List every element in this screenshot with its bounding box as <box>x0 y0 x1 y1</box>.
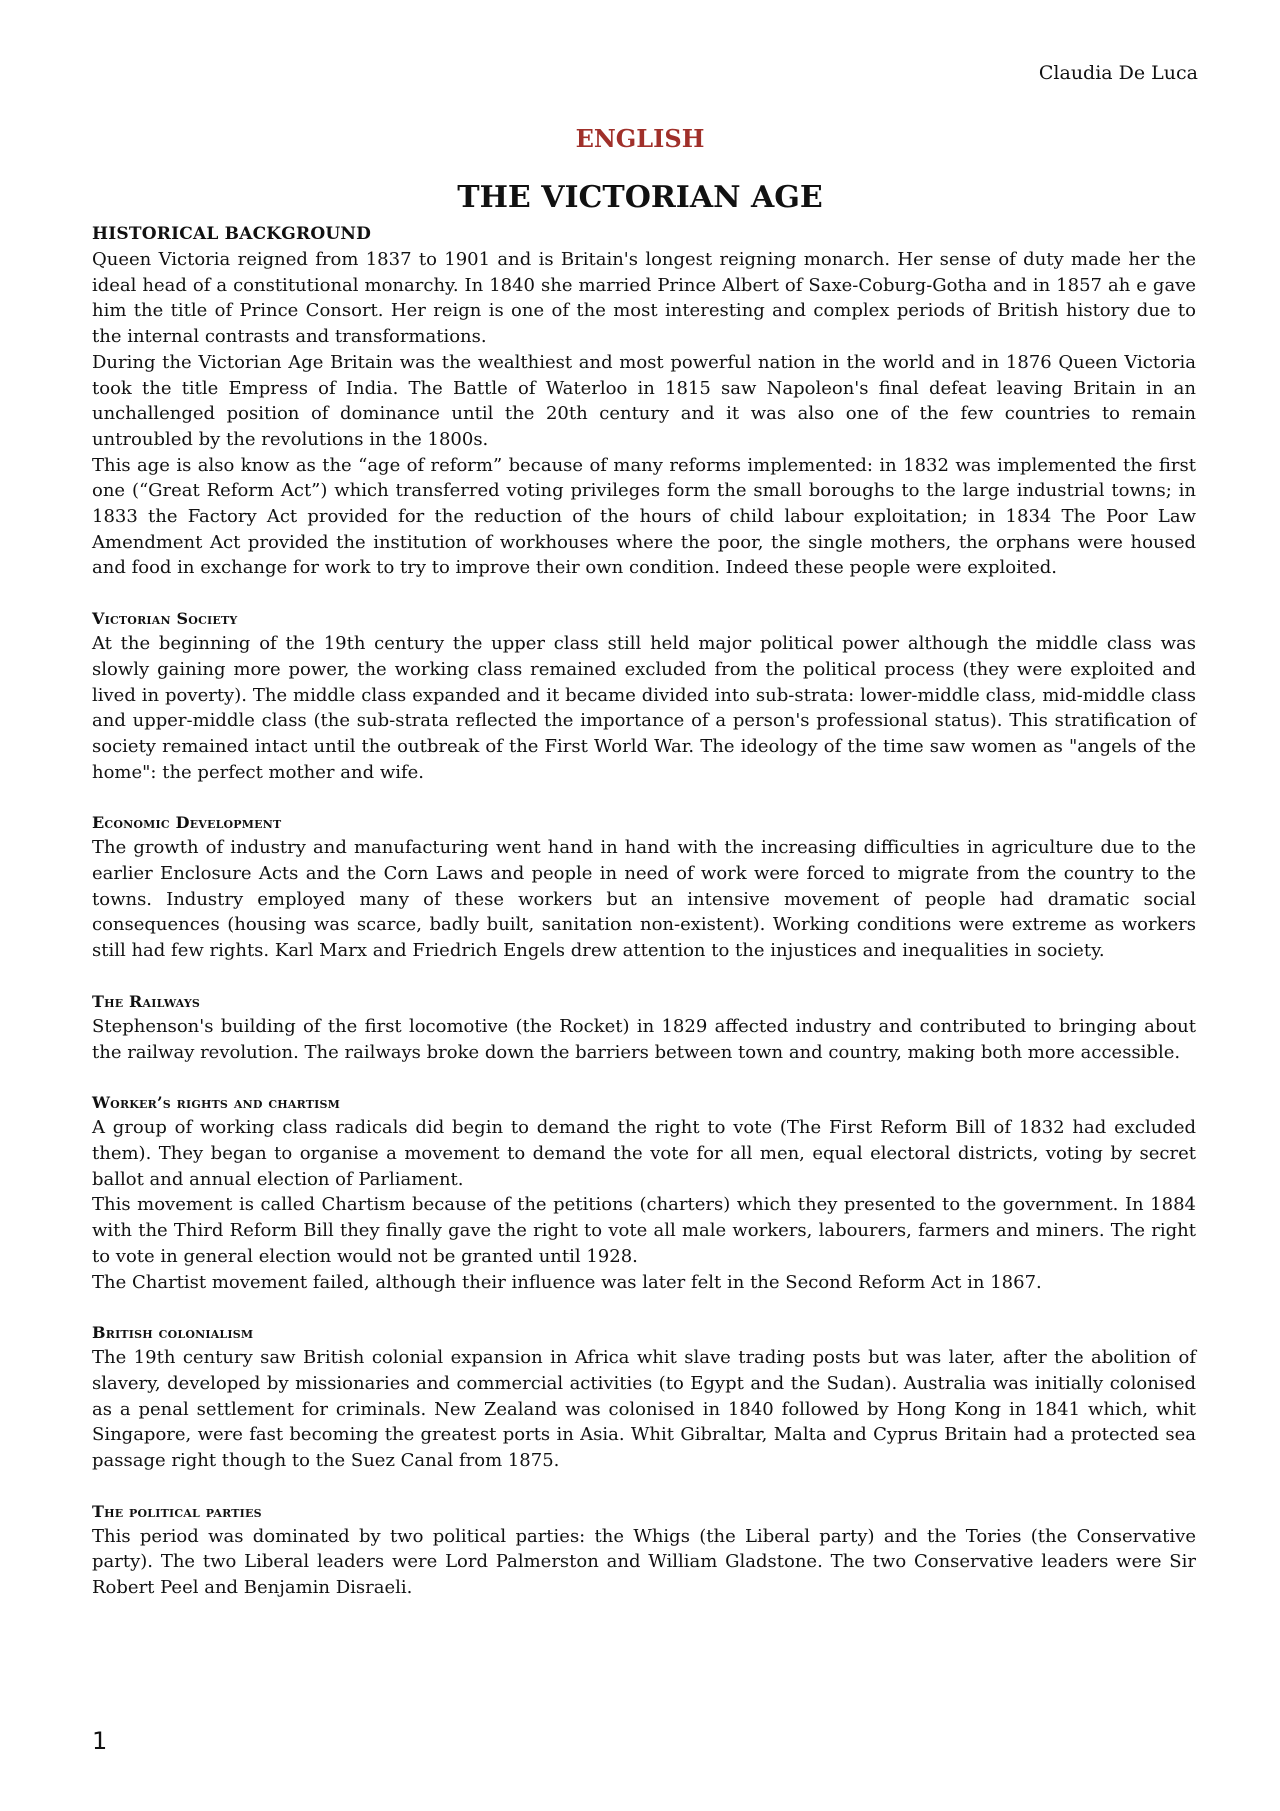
paragraph: The 19th century saw British colonial expansion in Africa whit slave trading posts but was later, after the abolition of slavery, developed by missionaries and commercial activities (to Egypt and the Sudan). Australia was initially colonised as a penal settlement for criminals. New Zealand was colonised in 1840 followed by Hong Kong in 1841 which, whit Singapore, were fast becoming the greatest ports in Asia. Whit Gibraltar, Malta and Cyprus Britain had a protected sea passage right though to the Suez Canal from 1875. <box>92 1347 1196 1472</box>
paragraph: This period was dominated by two political parties: the Whigs (the Liberal party) and the Tories (the Conservative party). The two Liberal leaders were Lord Palmerston and William Gladstone. The two Conservative leaders were Sir Robert Peel and Benjamin Disraeli. <box>92 1525 1196 1599</box>
section-victorian-society <box>92 606 1196 785</box>
paragraph: Stephenson's building of the first locomotive (the Rocket) in 1829 affected industry and contributed to bringing about the railway revolution. The railways broke down the barriers between town and country, making both more accessible. <box>92 1015 1196 1063</box>
paragraph: This movement is called Chartism because of the petitions (charters) which they presented to the government. In 1884 with the Third Reform Bill they finally gave the right to vote all male workers, labourers, farmers and miners. The right to vote in general election would not be granted until 1928. <box>92 1194 1196 1267</box>
document-body <box>92 222 1196 1626</box>
paragraph: During the Victorian Age Britain was the wealthiest and most powerful nation in the world and in 1876 Queen Victoria took the title Empress of India. The Battle of Waterloo in 1815 saw Napoleon's final defeat leaving Britain in an unchallenged position of dominance until the 20th century and it was also one of the few countries to remain untroubled by the revolutions in the 1800s. <box>92 351 1196 450</box>
paragraph: Queen Victoria reigned from 1837 to 1901 and is Britain's longest reigning monarch. Her sense of duty made her the ideal head of a constitutional monarchy. In 1840 she married Prince Albert of Saxe-Coburg-Gotha and in 1857 ah e gave him the title of Prince Consort. Her reign is one of the most interesting and complex periods of British history due to the internal contrasts and transformations. <box>92 249 1196 348</box>
section-heading: British colonialism <box>92 1323 254 1343</box>
paragraph: The Chartist movement failed, although their influence was later felt in the Second Reform Act in 1867. <box>92 1271 1042 1293</box>
subject-heading: ENGLISH <box>575 124 705 153</box>
section-economic-development <box>92 810 1196 964</box>
paragraph: A group of working class radicals did begin to demand the right to vote (The First Reform Bill of 1832 had excluded them). They began to organise a movement to demand the vote for all men, equal electoral districts, voting by secret ballot and annual election of Parliament. <box>92 1117 1196 1190</box>
section-heading: The political parties <box>92 1501 262 1521</box>
page-number: 1 <box>92 1727 108 1755</box>
section-heading: Economic Development <box>92 813 282 833</box>
page-title: THE VICTORIAN AGE <box>457 180 823 215</box>
paragraph: This age is also know as the “age of reform” because of many reforms implemented: in 1832 was implemented the first one (“Great Reform Act”) which transferred voting privileges form the small boroughs to the large industrial towns; in 1833 the Factory Act provided for the reduction of the hours of child labour exploitation; in 1834 The Poor Law Amendment Act provided the institution of workhouses where the poor, the single mothers, the orphans were housed and food in exchange for work to try to improve their own condition. Indeed these people were exploited. <box>92 454 1196 579</box>
author-name: Claudia De Luca <box>1038 62 1198 84</box>
section-heading: Victorian Society <box>92 609 238 629</box>
section-british-colonialism <box>92 1320 1196 1474</box>
section-heading: HISTORICAL BACKGROUND <box>92 224 372 244</box>
section-railways <box>92 989 1196 1065</box>
section-heading: The Railways <box>92 991 201 1011</box>
section-historical-background <box>92 222 1196 581</box>
section-heading: Worker’s rights and chartism <box>92 1093 341 1113</box>
paragraph: At the beginning of the 19th century the upper class still held major political power although the middle class was slowly gaining more power, the working class remained excluded from the political process (they were exploited and lived in poverty). The middle class expanded and it became divided into sub-strata: lower-middle class, mid-middle class and upper-middle class (the sub-strata reflected the importance of a person's professional status). This stratification of society remained intact until the outbreak of the First World War. The ideology of the time saw women as "angels of the home": the perfect mother and wife. <box>92 633 1196 783</box>
section-political-parties <box>92 1499 1196 1601</box>
paragraph: The growth of industry and manufacturing went hand in hand with the increasing difficulties in agriculture due to the earlier Enclosure Acts and the Corn Laws and people in need of work were forced to migrate from the country to the towns. Industry employed many of these workers but an intensive movement of people had dramatic social consequences (housing was scarce, badly built, sanitation non-existent). Working conditions were extreme as workers still had few rights. Karl Marx and Friedrich Engels drew attention to the injustices and inequalities in society. <box>92 837 1196 962</box>
section-workers-rights <box>92 1090 1196 1295</box>
